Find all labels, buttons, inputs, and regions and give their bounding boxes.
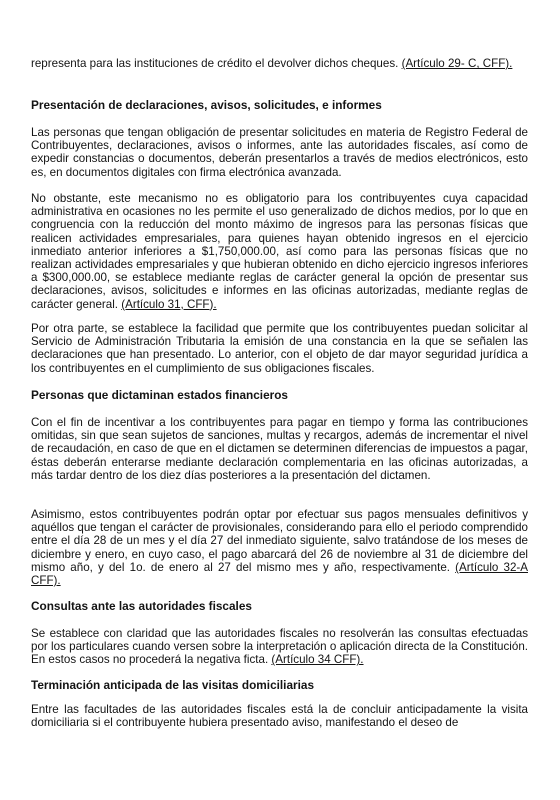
paragraph-dictaminan-2 [31, 508, 528, 587]
paragraph-text: Entre las facultades de las autoridades fiscales está la de concluir anticipadamente la visita domiciliaria si el contribuyente hubiera presentado aviso, manifestando el deseo de [31, 703, 528, 730]
paragraph-declaraciones-3 [31, 322, 528, 375]
intro-text: representa para las instituciones de crédito el devolver dichos cheques. [31, 57, 402, 70]
paragraph-dictaminan-1 [31, 416, 528, 482]
section-heading-terminacion: Terminación anticipada de las visitas domiciliarias [31, 678, 315, 692]
paragraph-declaraciones-2 [31, 192, 528, 311]
section-heading-consultas: Consultas ante las autoridades fiscales [31, 599, 252, 613]
paragraph-text: No obstante, este mecanismo no es obligatorio para los contribuyentes cuya capacidad administrativa en ocasiones no les permite el uso generalizado de dichos medios, por lo que en congruencia con la reducción del monto máximo de ingresos para las personas físicas que realicen actividades empresariales, para quienes hayan obtenido ingresos en el ejercicio inmediato anterior inferiores a $1,750,000.00, así como para las personas físicas que no realizan actividades empresariales y que hubieran obtenido en dicho ejercicio ingresos inferiores a $300,000.00, se establece mediante reglas de carácter general la opción de presentar sus declaraciones, avisos, solicitudes e informes en las oficinas autorizadas, mediante reglas de carácter general. [31, 192, 528, 311]
section-heading-dictaminan: Personas que dictaminan estados financieros [31, 388, 288, 402]
paragraph-text: Con el fin de incentivar a los contribuyentes para pagar en tiempo y forma las contribuciones omitidas, sin que sean sujetos de sanciones, multas y recargos, además de incrementar el nivel de recaudación, en caso de que en el dictamen se determinen diferencias de impuestos a pagar, éstas deberán enterarse mediante declaración complementaria en las oficinas autorizadas, a más tardar dentro de los diez días posteriores a la presentación del dictamen. [31, 416, 528, 482]
paragraph-text: Las personas que tengan obligación de presentar solicitudes en materia de Registro Federal de Contribuyentes, declaraciones, avisos o informes, ante las autoridades fiscales, así como de expedir constancias o documentos, deberán presentarlos a través de medios electrónicos, esto es, en documentos digitales con firma electrónica avanzada. [31, 126, 528, 179]
article-reference: (Artículo 29- C, CFF). [401, 57, 513, 70]
paragraph-declaraciones-1 [31, 126, 528, 179]
paragraph-text: Por otra parte, se establece la facilidad que permite que los contribuyentes puedan solicitar al Servicio de Administración Tributaria la emisión de una constancia en la que se señalen las declaraciones que han presentado. Lo anterior, con el objeto de dar mayor seguridad jurídica a los contribuyentes en el cumplimiento de sus obligaciones fiscales. [31, 322, 528, 375]
intro-paragraph [31, 57, 528, 70]
paragraph-consultas-1 [31, 627, 528, 667]
article-reference: (Artículo 31, CFF). [121, 297, 217, 311]
paragraph-terminacion-1 [31, 703, 528, 729]
section-heading-declaraciones: Presentación de declaraciones, avisos, solicitudes, e informes [31, 98, 382, 112]
article-reference: (Artículo 34 CFF). [271, 653, 364, 667]
paragraph-text: Asimismo, estos contribuyentes podrán optar por efectuar sus pagos mensuales definitivos y aquéllos que tengan el carácter de provisionales, considerando para ello el periodo comprendido entre el día 28 de un mes y el día 27 del inmediato siguiente, salvo tratándose de los meses de diciembre y enero, en cuyo caso, el pago abarcará del 26 de noviembre al 31 de diciembre del mismo año, y del 1o. de enero al 27 del mismo mes y año, respectivamente. [31, 508, 528, 574]
paragraph-text: Se establece con claridad que las autoridades fiscales no resolverán las consultas efectuadas por los particulares cuando versen sobre la interpretación o aplicación directa de la Constitución. En estos casos no procederá la negativa ficta. [31, 627, 528, 667]
article-reference: (Artículo 32-A CFF). [31, 560, 528, 588]
